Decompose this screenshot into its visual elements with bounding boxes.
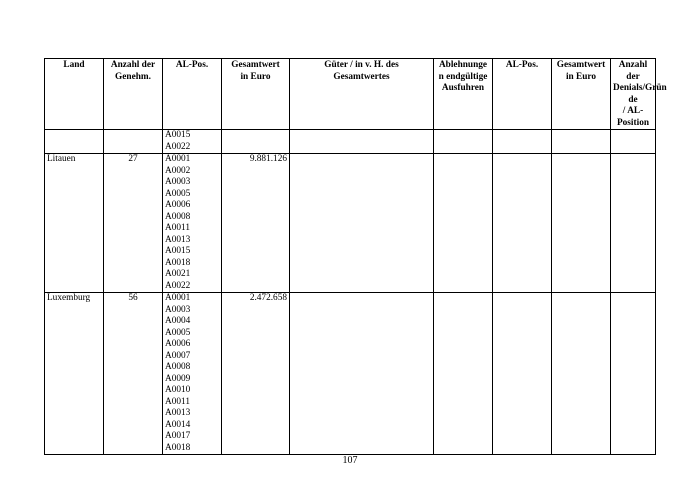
cell-value: 2.472.658	[222, 293, 290, 455]
header-gesamtwert: Gesamtwert in Euro	[222, 59, 290, 130]
cell-empty	[290, 293, 434, 455]
al-code: A0001	[165, 293, 191, 303]
header-gesamtwert-2: Gesamtwert in Euro	[552, 59, 611, 130]
al-code: A0011	[165, 396, 190, 407]
cell-value	[222, 130, 290, 154]
page-number: 107	[342, 455, 358, 466]
header-ablehnungen: Ablehnunge n endgültige Ausfuhren	[434, 59, 493, 130]
cell-count: 27	[104, 154, 163, 293]
cell-empty	[611, 154, 656, 293]
al-code: A0008	[165, 211, 191, 222]
al-code: A0017	[165, 431, 191, 441]
header-land: Land	[45, 59, 104, 130]
al-code: A0007	[165, 350, 191, 361]
cell-empty	[290, 154, 434, 293]
cell-count	[104, 130, 163, 154]
al-code: A0022	[165, 141, 191, 152]
header-anzahl-denials: Anzahl der Denials/Grün de / AL-Position	[611, 59, 656, 130]
cell-codes	[163, 293, 222, 455]
al-code: A0005	[165, 188, 191, 199]
al-code: A0015	[165, 130, 191, 140]
cell-land	[45, 130, 104, 154]
al-code: A0018	[165, 257, 191, 268]
cell-empty	[552, 154, 611, 293]
cell-land: Litauen	[45, 154, 104, 293]
cell-codes	[163, 130, 222, 154]
cell-empty	[493, 154, 552, 293]
cell-empty	[552, 130, 611, 154]
header-gueter: Güter / in v. H. des Gesamtwertes	[290, 59, 434, 130]
header-al-pos-2: AL-Pos.	[493, 59, 552, 130]
al-code: A0015	[165, 246, 191, 256]
header-row	[45, 59, 656, 130]
header-al-pos: AL-Pos.	[163, 59, 222, 130]
al-code: A0013	[165, 234, 191, 245]
cell-empty	[290, 130, 434, 154]
cell-empty	[434, 154, 493, 293]
cell-empty	[493, 293, 552, 455]
header-anzahl-genehm: Anzahl der Genehm.	[104, 59, 163, 130]
al-code: A0009	[165, 373, 191, 384]
al-code: A0005	[165, 327, 191, 338]
cell-empty	[434, 293, 493, 455]
al-code: A0008	[165, 362, 191, 372]
cell-codes	[163, 154, 222, 293]
al-code: A0003	[165, 304, 191, 315]
cell-land: Luxemburg	[45, 293, 104, 455]
cell-count: 56	[104, 293, 163, 455]
al-code: A0001	[165, 154, 191, 164]
al-code: A0011	[165, 223, 190, 233]
al-code: A0004	[165, 316, 191, 326]
cell-empty	[611, 293, 656, 455]
cell-empty	[434, 130, 493, 154]
cell-empty	[493, 130, 552, 154]
table-row	[45, 154, 656, 293]
al-code: A0006	[165, 339, 191, 349]
al-code: A0018	[165, 442, 191, 453]
cell-value: 9.881.126	[222, 154, 290, 293]
table-row	[45, 293, 656, 455]
al-code: A0003	[165, 177, 191, 187]
export-table	[44, 58, 667, 455]
cell-empty	[552, 293, 611, 455]
al-code: A0014	[165, 419, 191, 430]
al-code: A0010	[165, 385, 191, 395]
al-code: A0021	[165, 269, 191, 279]
cell-empty	[611, 130, 656, 154]
al-code: A0002	[165, 165, 191, 176]
al-code: A0013	[165, 408, 191, 418]
al-code: A0022	[165, 280, 191, 291]
al-code: A0006	[165, 200, 191, 210]
table-row	[45, 130, 656, 154]
